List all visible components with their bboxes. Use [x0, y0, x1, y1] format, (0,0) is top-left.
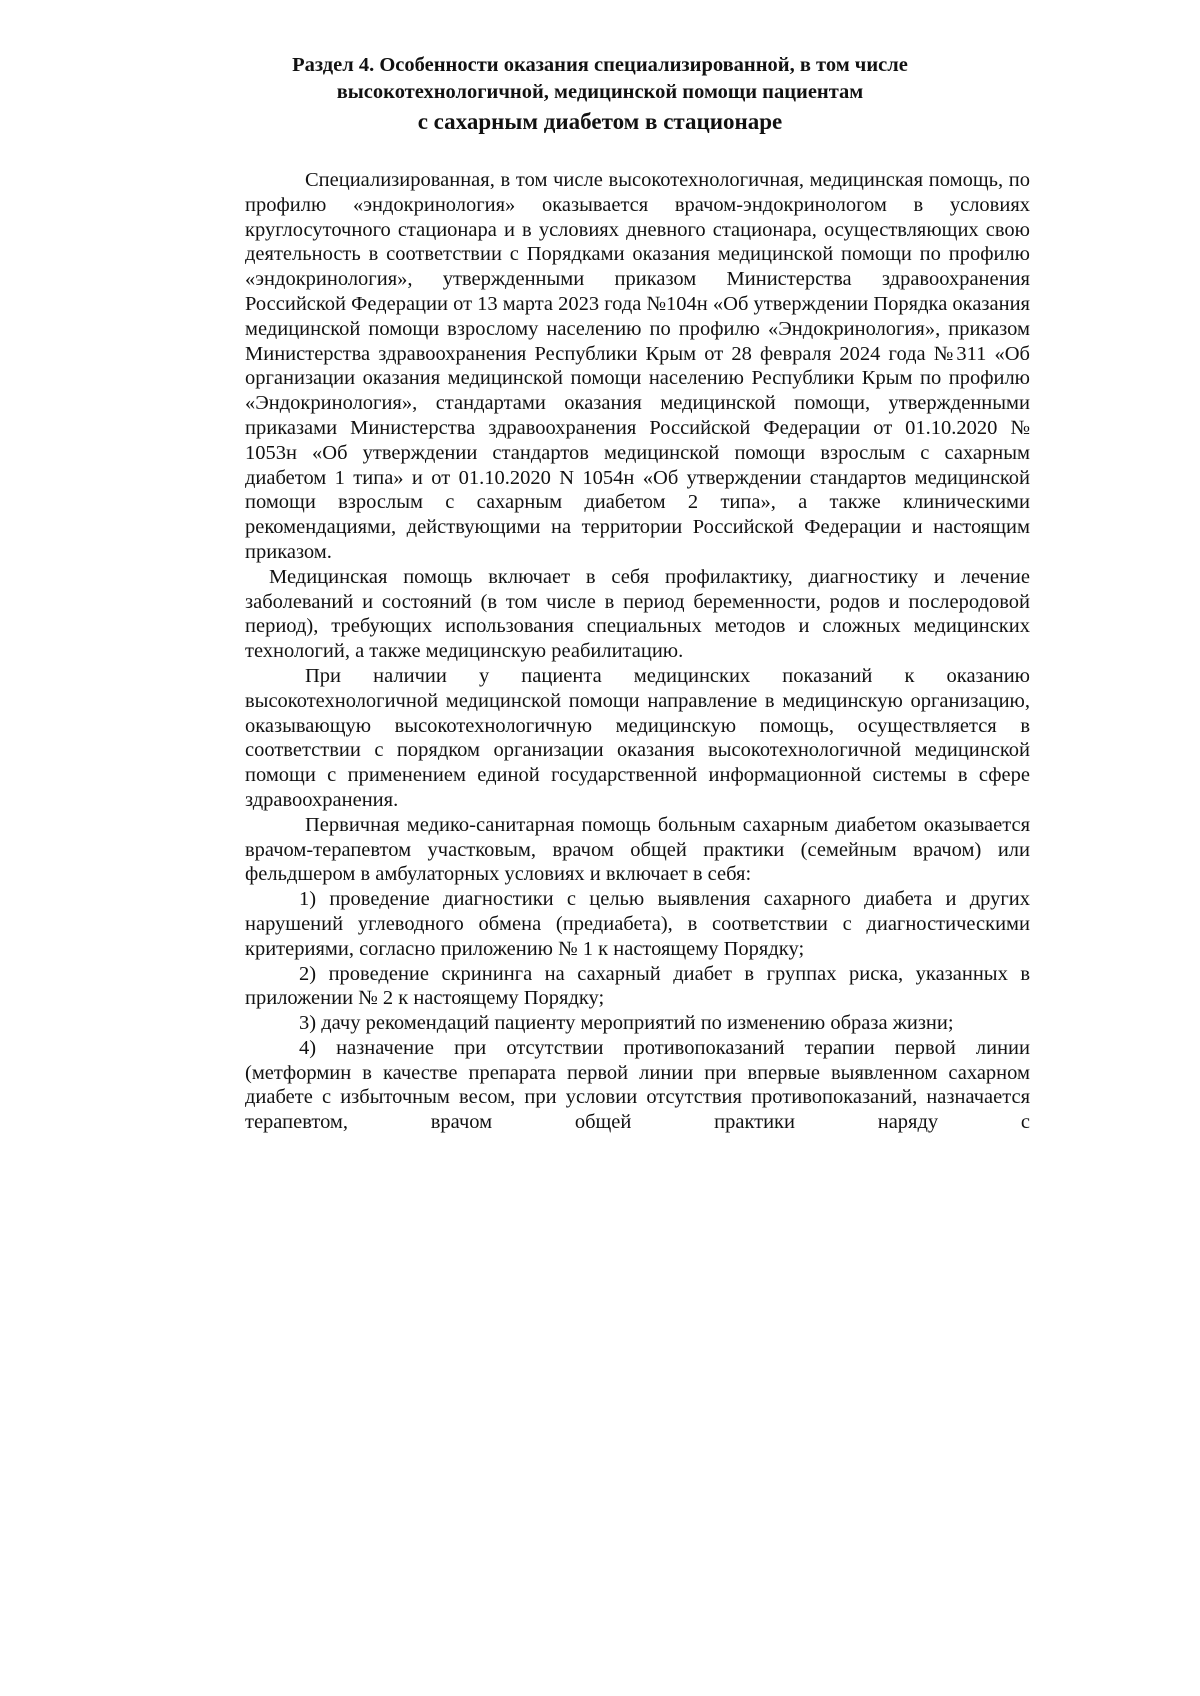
- paragraph-primary-care: Первичная медико-санитарная помощь больным сахарным диабетом оказывается врачом-терапевтом участковым, врачом общей практики (семейным врачом) или фельдшером в амбулаторных условиях и включает в себя:: [245, 813, 1030, 886]
- document-body: [245, 168, 1030, 1135]
- paragraph-care-scope: Медицинская помощь включает в себя профилактику, диагностику и лечение заболеваний и состояний (в том числе в период беременности, родов и послеродовой период), требующих использования специальных методов и сложных медицинских технологий, а также медицинскую реабилитацию.: [245, 565, 1030, 663]
- list-item-1: 1) проведение диагностики с целью выявления сахарного диабета и других нарушений углеводного обмена (предиабета), в соответствии с диагностическими критериями, согласно приложению № 1 к настоящему Порядку;: [245, 888, 1030, 960]
- heading-line-3: с сахарным диабетом в стационаре: [417, 109, 783, 134]
- section-heading: [150, 52, 1050, 138]
- list-item-3: 3) дачу рекомендаций пациенту мероприятий по изменению образа жизни;: [299, 1012, 954, 1035]
- list-item-2: 2) проведение скрининга на сахарный диабет в группах риска, указанных в приложении № 2 к настоящему Порядку;: [245, 962, 1030, 1010]
- list-item-4: 4) назначение при отсутствии противопоказаний терапии первой линии (метформин в качестве препарата первой линии при впервые выявленном сахарном диабете с избыточным весом, при условии отсутствия противопоказаний, назначается терапевтом, врачом общей практики наряду с: [245, 1036, 1030, 1134]
- heading-line-1: Раздел 4. Особенности оказания специализированной, в том числе: [292, 54, 908, 76]
- paragraph-specialized-care: Специализированная, в том числе высокотехнологичная, медицинская помощь, по профилю «эндокринология» оказывается врачом-эндокринологом в условиях круглосуточного стационара и в условиях дневного стационара, осуществляющих свою деятельность в соответствии с Порядками оказания медицинской помощи по профилю «эндокринология», утвержденными приказом Министерства здравоохранения Российской Федерации от 13 марта 2023 года №104н «Об утверждении Порядка оказания медицинской помощи взрослому населению по профилю «Эндокринология», приказом Министерства здравоохранения Республики Крым от 28 февраля 2024 года №311 «Об организации оказания медицинской помощи населению Республики Крым по профилю «Эндокринология», стандартами оказания медицинской помощи, утвержденными приказами Министерства здравоохранения Российской Федерации от 01.10.2020 № 1053н «Об утверждении стандартов медицинской помощи взрослым с сахарным диабетом 1 типа» и от 01.10.2020 N 1054н «Об утверждении стандартов медицинской помощи взрослым с сахарным диабетом 2 типа», а также клиническими рекомендациями, действующими на территории Российской Федерации и настоящим приказом.: [245, 169, 1030, 563]
- heading-line-2: высокотехнологичной, медицинской помощи пациентам: [336, 81, 864, 103]
- paragraph-high-tech-referral: При наличии у пациента медицинских показаний к оказанию высокотехнологичной медицинской помощи направление в медицинскую организацию, оказывающую высокотехнологичную медицинскую помощь, осуществляется в соответствии с порядком организации оказания высокотехнологичной медицинской помощи с применением единой государственной информационной системы в сфере здравоохранения.: [245, 664, 1030, 811]
